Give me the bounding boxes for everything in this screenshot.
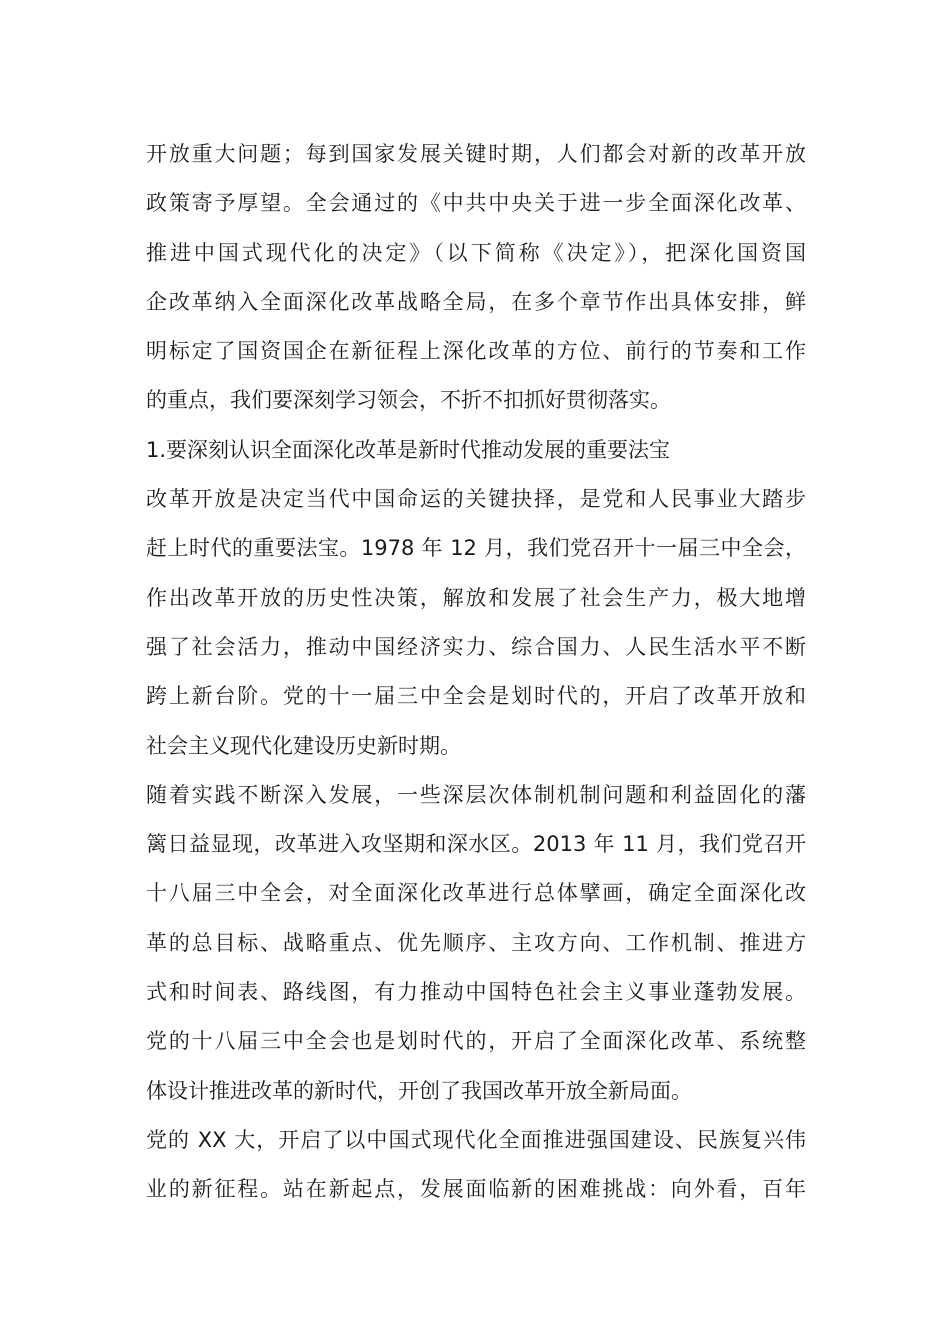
text-line: 篱日益显现，改革进入攻坚期和深水区。2013 年 11 月，我们党召开 bbox=[146, 832, 806, 857]
text-line: 十八届三中全会，对全面深化改革进行总体擘画，确定全面深化改 bbox=[146, 881, 806, 906]
paragraph-3 bbox=[146, 771, 806, 1116]
text-line: 的重点，我们要深刻学习领会，不折不扣抓好贯彻落实。 bbox=[146, 388, 671, 413]
heading-text: 1.要深刻认识全面深化改革是新时代推动发展的重要法宝 bbox=[146, 437, 671, 462]
text-line: 改革开放是决定当代中国命运的关键抉择，是党和人民事业大踏步 bbox=[146, 487, 806, 512]
section-heading bbox=[146, 426, 806, 475]
text-line: 推进中国式现代化的决定》（以下简称《决定》），把深化国资国 bbox=[146, 240, 806, 265]
text-line: 政策寄予厚望。全会通过的《中共中央关于进一步全面深化改革、 bbox=[146, 191, 806, 216]
text-line: 式和时间表、路线图，有力推动中国特色社会主义事业蓬勃发展。 bbox=[146, 980, 806, 1005]
paragraph-1 bbox=[146, 130, 806, 426]
text-line: 作出改革开放的历史性决策，解放和发展了社会生产力，极大地增 bbox=[146, 585, 806, 610]
text-line: 业的新征程。站在新起点，发展面临新的困难挑战：向外看，百年 bbox=[146, 1177, 806, 1202]
text-line: 社会主义现代化建设历史新时期。 bbox=[146, 733, 461, 758]
paragraph-2 bbox=[146, 475, 806, 771]
text-line: 跨上新台阶。党的十一届三中全会是划时代的，开启了改革开放和 bbox=[146, 684, 806, 709]
text-line: 明标定了国资国企在新征程上深化改革的方位、前行的节奏和工作 bbox=[146, 339, 806, 364]
text-line: 党的十八届三中全会也是划时代的，开启了全面深化改革、系统整 bbox=[146, 1029, 806, 1054]
text-line: 党的 XX 大，开启了以中国式现代化全面推进强国建设、民族复兴伟 bbox=[146, 1127, 806, 1152]
text-line: 体设计推进改革的新时代，开创了我国改革开放全新局面。 bbox=[146, 1078, 692, 1103]
document-body bbox=[146, 130, 806, 1215]
text-line: 开放重大问题；每到国家发展关键时期，人们都会对新的改革开放 bbox=[146, 142, 806, 166]
text-line: 赶上时代的重要法宝。1978 年 12 月，我们党召开十一届三中全会， bbox=[146, 536, 806, 561]
text-line: 革的总目标、战略重点、优先顺序、主攻方向、工作机制、推进方 bbox=[146, 930, 806, 955]
text-line: 随着实践不断深入发展，一些深层次体制机制问题和利益固化的藩 bbox=[146, 782, 806, 807]
text-line: 强了社会活力，推动中国经济实力、综合国力、人民生活水平不断 bbox=[146, 634, 806, 659]
text-line: 企改革纳入全面深化改革战略全局，在多个章节作出具体安排，鲜 bbox=[146, 289, 806, 314]
paragraph-4 bbox=[146, 1116, 806, 1215]
